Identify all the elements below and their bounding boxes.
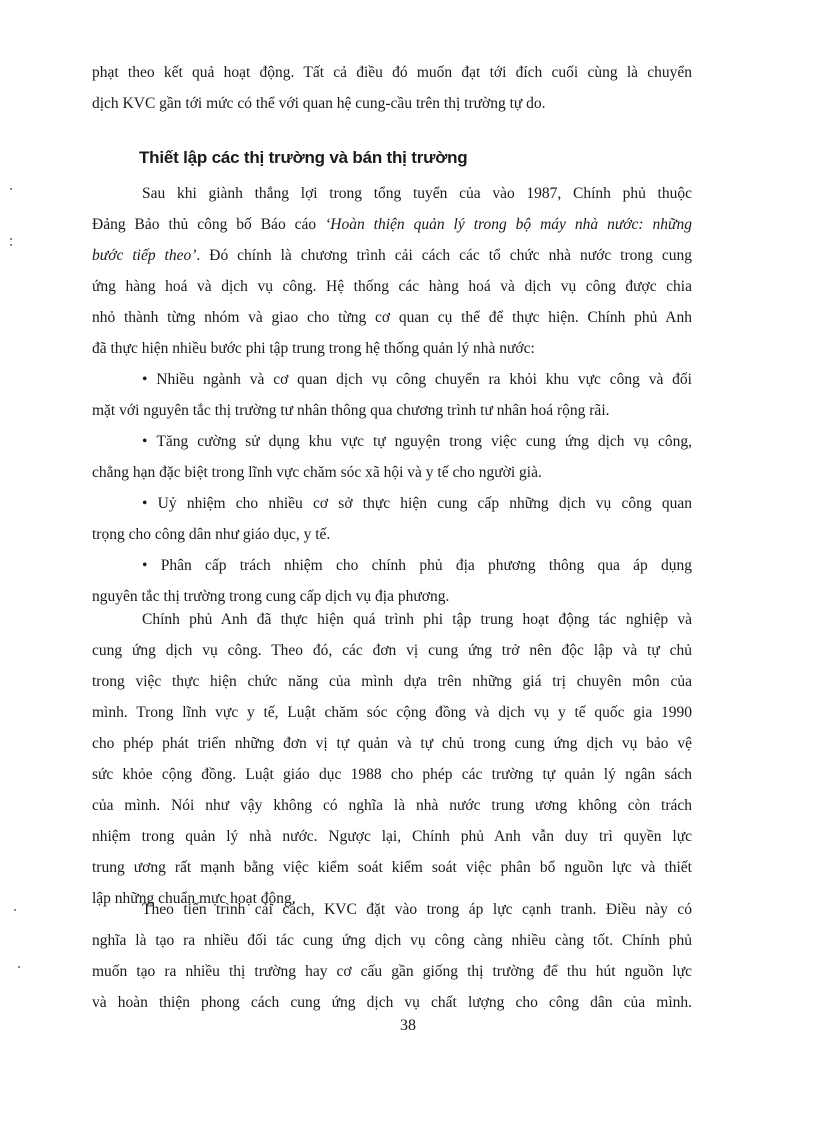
- text-line: • Nhiều ngành và cơ quan dịch vụ công chuyển ra khỏi khu vực công và đối: [142, 371, 692, 388]
- text-line: dịch KVC gần tới mức có thể với quan hệ cung-cầu trên thị trường tự do.: [92, 95, 546, 112]
- text-line: phạt theo kết quả hoạt động. Tất cả điều đó muốn đạt tới đích cuối cùng là chuyển: [92, 64, 692, 81]
- paragraph-3: [92, 894, 692, 1018]
- text-line: Theo tiến trình cải cách, KVC đặt vào trong áp lực cạnh tranh. Điều này có: [142, 901, 692, 918]
- text-line: chẳng hạn đặc biệt trong lĩnh vực chăm sóc xã hội và y tế cho người già.: [92, 464, 542, 481]
- text-line: mình. Trong lĩnh vực y tế, Luật chăm sóc cộng đồng và dịch vụ y tế quốc gia 1990: [92, 704, 692, 721]
- text-line: nhiệm trong quản lý nhà nước. Ngược lại, Chính phủ Anh vẫn duy trì quyền lực: [92, 828, 692, 845]
- scan-mark: [14, 909, 16, 911]
- text-line: nhỏ thành từng nhóm và giao cho từng cơ quan cụ thể để thực hiện. Chính phủ Anh: [92, 309, 692, 326]
- scan-mark: [18, 966, 20, 968]
- text-line: trong việc thực hiện chức năng của mình dựa trên những giá trị chuyên môn của: [92, 673, 692, 690]
- text-line: Sau khi giành thắng lợi trong tổng tuyển của vào 1987, Chính phủ thuộc: [142, 185, 692, 202]
- text-line: mặt với nguyên tắc thị trường tư nhân thông qua chương trình tư nhân hoá rộng rãi.: [92, 402, 610, 419]
- text-line: cung ứng dịch vụ công. Theo đó, các đơn vị cung ứng trở nên độc lập và tự chủ: [92, 642, 692, 659]
- text-line: và hoàn thiện phong cách cung ứng dịch vụ chất lượng cho công dân của mình.: [92, 994, 692, 1011]
- text-line: • Uỷ nhiệm cho nhiều cơ sở thực hiện cung cấp những dịch vụ công quan: [142, 495, 692, 512]
- text-line: của mình. Nói như vậy không có nghĩa là nhà nước trung ương không còn trách: [92, 797, 692, 814]
- paragraph-2: [92, 604, 692, 914]
- scan-mark: [10, 238, 12, 240]
- text-line: lập những chuẩn mực hoạt động.: [92, 890, 296, 907]
- text-line: • Phân cấp trách nhiệm cho chính phủ địa phương thông qua áp dụng: [142, 557, 692, 574]
- bullet-item: [92, 364, 692, 426]
- text-line: Chính phủ Anh đã thực hiện quá trình phi tập trung hoạt động tác nghiệp và: [142, 611, 692, 628]
- bullet-icon: •: [142, 557, 148, 574]
- text-line: trung ương rất mạnh bằng việc kiểm soát kiểm soát việc phân bổ nguồn lực và thiết: [92, 859, 692, 876]
- section-heading: Thiết lập các thị trường và bán thị trường: [139, 148, 468, 167]
- bullet-icon: •: [142, 495, 148, 512]
- intro-paragraph: [92, 57, 692, 119]
- text-line: đã thực hiện nhiều bước phi tập trung trong hệ thống quản lý nhà nước:: [92, 340, 535, 357]
- scan-mark: [10, 244, 12, 246]
- text-line: sức khỏe cộng đồng. Luật giáo dục 1988 cho phép các trường tự quản lý ngân sách: [92, 766, 692, 783]
- bullet-icon: •: [142, 433, 148, 450]
- bullet-list: [92, 364, 692, 612]
- bullet-item: [92, 426, 692, 488]
- page-number: 38: [400, 1017, 416, 1034]
- scan-mark: [10, 188, 12, 190]
- paragraph-1: [92, 178, 692, 364]
- bullet-item: [92, 550, 692, 612]
- bullet-item: [92, 488, 692, 550]
- text-line: ứng hàng hoá và dịch vụ công. Hệ thống các hàng hoá và dịch vụ công được chia: [92, 278, 692, 295]
- bullet-icon: •: [142, 371, 148, 388]
- text-line: trọng cho công dân như giáo dục, y tế.: [92, 526, 331, 543]
- text-line: nguyên tắc thị trường trong cung cấp dịch vụ địa phương.: [92, 588, 450, 605]
- text-line: • Tăng cường sử dụng khu vực tự nguyện trong việc cung ứng dịch vụ công,: [142, 433, 692, 450]
- text-line: cho phép phát triển những đơn vị tự quản và tự chủ trong cung ứng dịch vụ bảo vệ: [92, 735, 692, 752]
- text-line: nghĩa là tạo ra nhiều đối tác cung ứng dịch vụ công càng nhiều càng tốt. Chính phủ: [92, 932, 692, 949]
- text-line: Đảng Bảo thủ công bố Báo cáo ‘Hoàn thiện quản lý trong bộ máy nhà nước: những: [92, 216, 692, 233]
- text-line: muốn tạo ra nhiều thị trường hay cơ cấu gần giống thị trường để thu hút nguồn lực: [92, 963, 692, 980]
- text-line: bước tiếp theo’. Đó chính là chương trình cải cách các tổ chức nhà nước trong cung: [92, 247, 692, 264]
